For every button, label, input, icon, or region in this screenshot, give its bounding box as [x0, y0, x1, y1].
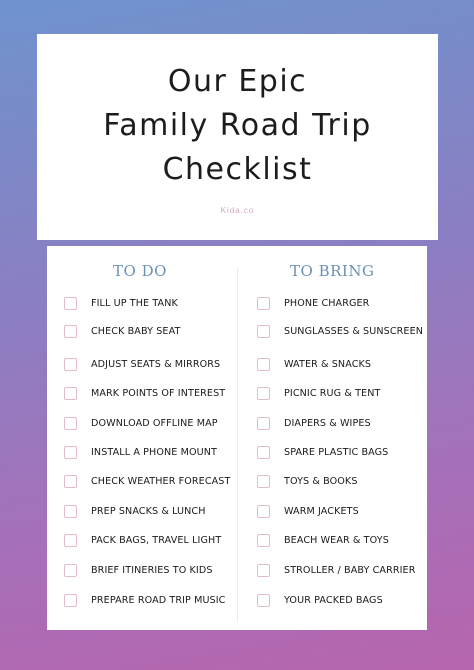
checkbox[interactable]: [257, 358, 270, 371]
checklist-item-label: CHECK WEATHER FORECAST: [91, 475, 231, 487]
checklist-item-label: DIAPERS & WIPES: [284, 417, 371, 429]
checkbox[interactable]: [64, 594, 77, 607]
checkbox[interactable]: [64, 387, 77, 400]
checkbox[interactable]: [64, 564, 77, 577]
checklist-item[interactable]: [64, 443, 217, 461]
checkbox[interactable]: [257, 475, 270, 488]
checklist-item[interactable]: [257, 294, 369, 312]
checklist-item[interactable]: [64, 561, 213, 579]
checklist-item-label: PACK BAGS, TRAVEL LIGHT: [91, 534, 222, 546]
checklist-item[interactable]: [257, 414, 371, 432]
checklist-item[interactable]: [64, 472, 230, 490]
checkbox[interactable]: [257, 387, 270, 400]
checklist-item-label: SUNGLASSES & SUNSCREEN: [284, 325, 424, 337]
checklist-item[interactable]: [257, 472, 358, 490]
checklist-item-label: TOYS & BOOKS: [284, 475, 358, 487]
checklist-item[interactable]: [64, 502, 206, 520]
checkbox[interactable]: [257, 505, 270, 518]
title-line-1: Our Epic: [167, 64, 308, 99]
checklist-item-label: STROLLER / BABY CARRIER: [284, 564, 416, 576]
column-divider: [237, 268, 238, 622]
checklist-item-label: BEACH WEAR & TOYS: [284, 534, 389, 546]
checklist-item[interactable]: [257, 591, 383, 609]
checkbox[interactable]: [64, 325, 77, 338]
checklist-item-label: DOWNLOAD OFFLINE MAP: [91, 417, 218, 429]
checklist-item-label: PREPARE ROAD TRIP MUSIC: [91, 594, 226, 606]
checklist-item[interactable]: [64, 355, 220, 373]
checklist-item[interactable]: [257, 561, 415, 579]
checklist-item[interactable]: [64, 322, 180, 340]
checklist-item-label: SPARE PLASTIC BAGS: [284, 446, 389, 458]
checklist-card: [47, 246, 427, 630]
checklist-item-label: CHECK BABY SEAT: [91, 325, 181, 337]
title-line-3: Checklist: [162, 152, 313, 187]
checklist-item-label: MARK POINTS OF INTEREST: [91, 387, 226, 399]
checklist-item-label: PREP SNACKS & LUNCH: [91, 505, 206, 517]
site-credit: Kida.co: [220, 206, 255, 215]
checkbox[interactable]: [64, 358, 77, 371]
checklist-item[interactable]: [64, 531, 221, 549]
checklist-item[interactable]: [257, 322, 423, 340]
title-line-2: Family Road Trip: [103, 108, 372, 143]
title-card: [37, 34, 438, 240]
checklist-item-label: BRIEF ITINERIES TO KIDS: [91, 564, 213, 576]
checklist-item-label: ADJUST SEATS & MIRRORS: [91, 358, 221, 370]
checkbox[interactable]: [64, 475, 77, 488]
checkbox[interactable]: [64, 446, 77, 459]
checkbox[interactable]: [257, 594, 270, 607]
checklist-item-label: WARM JACKETS: [284, 505, 359, 517]
checklist-item-label: PHONE CHARGER: [284, 297, 370, 309]
checkbox[interactable]: [257, 534, 270, 547]
checklist-item[interactable]: [257, 502, 359, 520]
checkbox[interactable]: [64, 534, 77, 547]
bring-heading: TO BRING: [290, 262, 375, 280]
checklist-item[interactable]: [257, 443, 388, 461]
checklist-item[interactable]: [257, 384, 380, 402]
checklist-item-label: YOUR PACKED BAGS: [284, 594, 383, 606]
checkbox[interactable]: [64, 297, 77, 310]
checkbox[interactable]: [64, 505, 77, 518]
checkbox[interactable]: [257, 297, 270, 310]
checklist-item[interactable]: [257, 531, 389, 549]
checklist-item[interactable]: [257, 355, 371, 373]
checkbox[interactable]: [257, 564, 270, 577]
checklist-item-label: PICNIC RUG & TENT: [284, 387, 381, 399]
checklist-item-label: FILL UP THE TANK: [91, 297, 178, 309]
checklist-item[interactable]: [64, 294, 178, 312]
checkbox[interactable]: [257, 446, 270, 459]
checklist-item[interactable]: [64, 414, 218, 432]
todo-heading: TO DO: [113, 262, 167, 280]
checklist-item-label: WATER & SNACKS: [284, 358, 372, 370]
checkbox[interactable]: [257, 417, 270, 430]
checklist-item[interactable]: [64, 384, 225, 402]
checklist-item-label: INSTALL A PHONE MOUNT: [91, 446, 217, 458]
checkbox[interactable]: [64, 417, 77, 430]
checkbox[interactable]: [257, 325, 270, 338]
checklist-item[interactable]: [64, 591, 225, 609]
